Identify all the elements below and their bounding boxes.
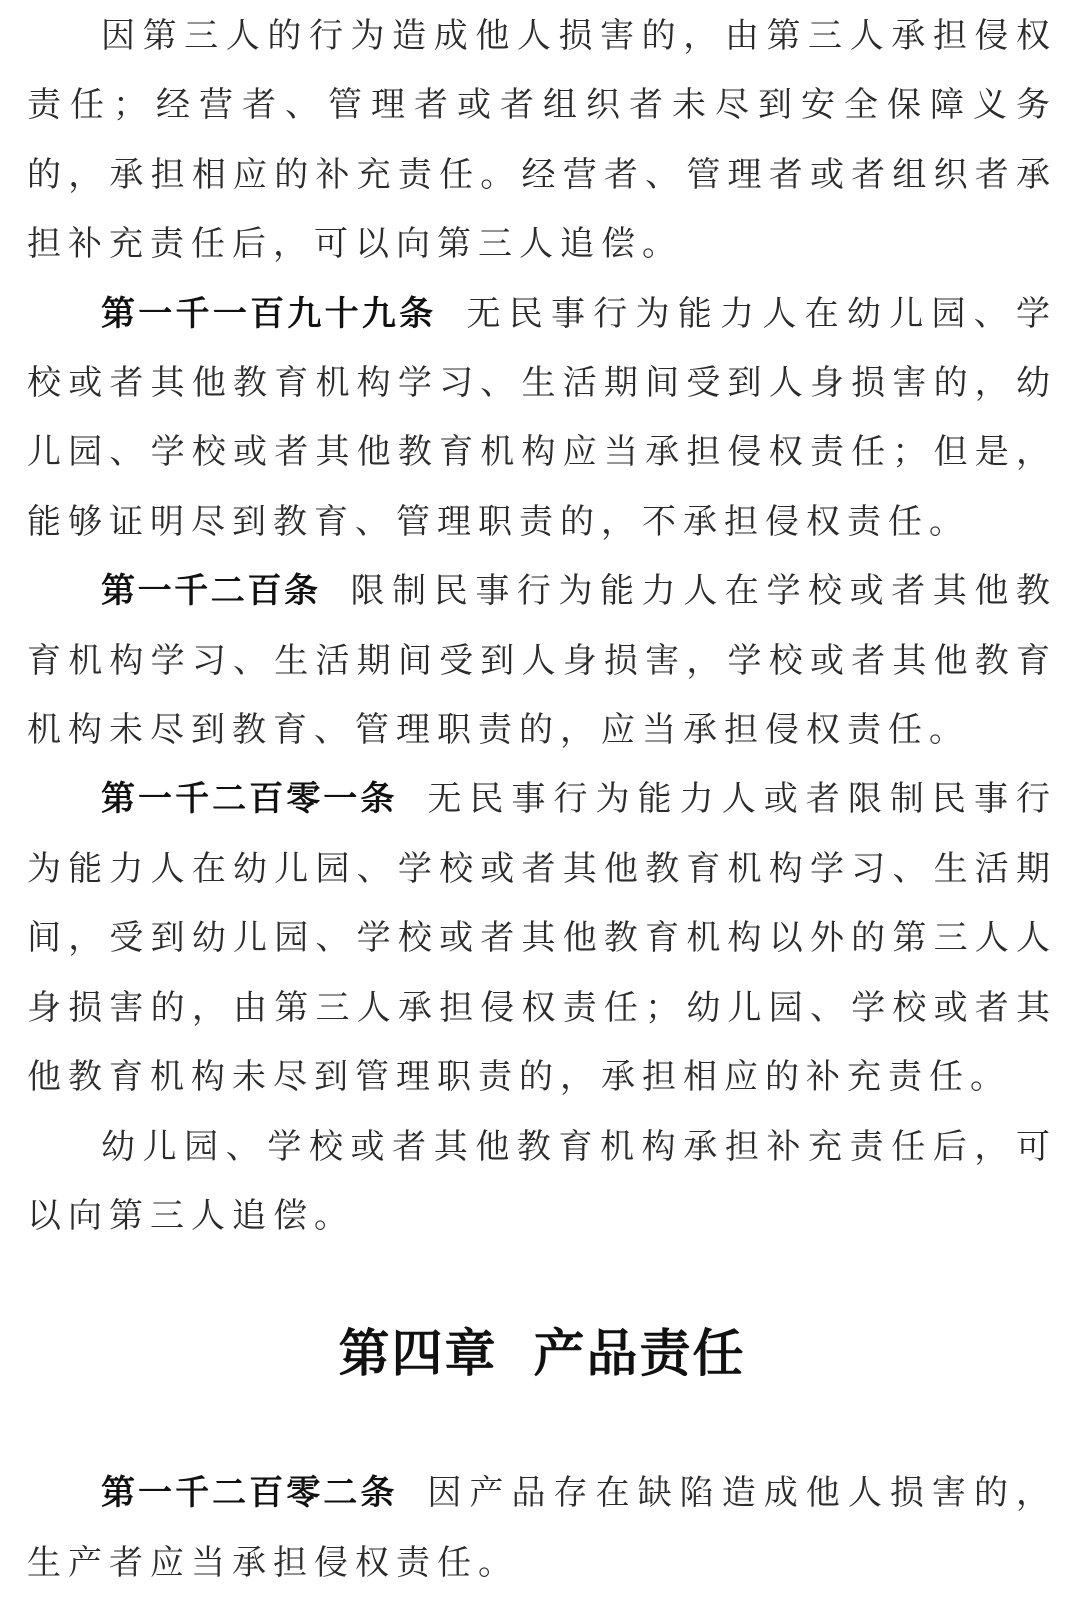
article-number: 第一千二百零一条 (101, 779, 398, 820)
paragraph (27, 1113, 1057, 1252)
article-1202 (27, 1459, 1057, 1598)
chapter-heading (27, 1251, 1057, 1459)
paragraph (27, 2, 1057, 280)
article-text: 因产品存在缺陷造成他人损害的，生产者应当承担侵权责任。 (27, 1473, 1058, 1583)
article-number: 第一千二百零二条 (101, 1473, 398, 1514)
article-text: 限制民事行为能力人在学校或者其他教育机构学习、生活期间受到人身损害，学校或者其他教育机构未尽到教育、管理职责的，应当承担侵权责任。 (27, 571, 1058, 751)
article-text: 无民事行为能力人或者限制民事行为能力人在幼儿园、学校或者其他教育机构学习、生活期间，受到幼儿园、学校或者其他教育机构以外的第三人人身损害的，由第三人承担侵权责任；幼儿园、学校或者其他教育机构未尽到管理职责的，承担相应的补充责任。 (27, 779, 1058, 1098)
paragraph-text: 幼儿园、学校或者其他教育机构承担补充责任后，可以向第三人追偿。 (27, 1126, 1057, 1236)
article-1200 (27, 557, 1057, 765)
article-1201 (27, 765, 1057, 1112)
article-number: 第一千一百九十九条 (101, 293, 437, 334)
document-page (27, 2, 1057, 1598)
paragraph-text: 因第三人的行为造成他人损害的，由第三人承担侵权责任；经营者、管理者或者组织者未尽到安全保障义务的，承担相应的补充责任。经营者、管理者或者组织者承担补充责任后，可以向第三人追偿。 (27, 16, 1057, 265)
article-number: 第一千二百条 (101, 571, 321, 612)
article-1199 (27, 280, 1057, 558)
article-text: 无民事行为能力人在幼儿园、学校或者其他教育机构学习、生活期间受到人身损害的，幼儿园、学校或者其他教育机构应当承担侵权责任；但是，能够证明尽到教育、管理职责的，不承担侵权责任。 (27, 293, 1058, 542)
chapter-number: 第四章 (338, 1325, 498, 1385)
chapter-title: 产品责任 (533, 1325, 746, 1385)
